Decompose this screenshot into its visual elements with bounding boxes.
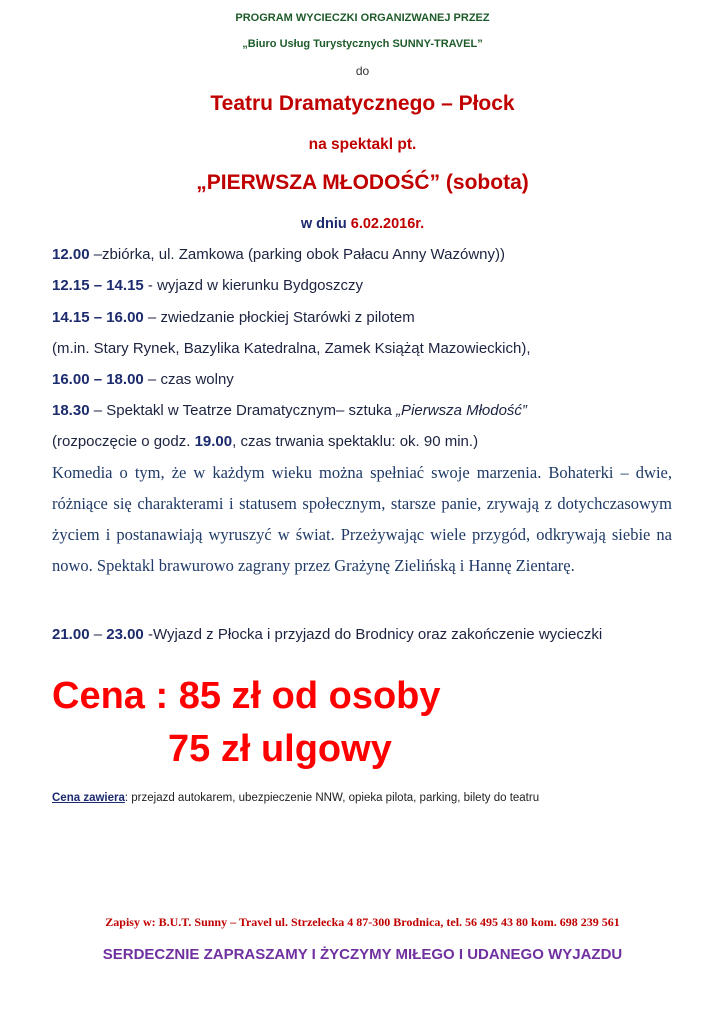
to-label: do [355, 64, 370, 78]
start-time: 19.00 [194, 433, 233, 450]
show-title [0, 171, 725, 195]
schedule-text: –zbiórka, ul. Zamkowa (parking obok Pałacu Anny Wazówny)) [89, 246, 506, 263]
venue-title: Teatru Dramatycznego – Płock [210, 92, 515, 115]
organizer-name: „Biuro Usług Turystycznych SUNNY-TRAVEL” [242, 38, 483, 50]
schedule-row [52, 340, 531, 357]
spectacle-row [52, 402, 527, 419]
return-time-start: 21.00 [52, 626, 90, 643]
return-row [52, 626, 602, 643]
contact-info: Zapisy w: B.U.T. Sunny – Travel ul. Strzelecka 4 87-300 Brodnica, tel. 56 495 43 80 kom. 698 239 561 [105, 915, 620, 929]
spectacle-title: „Pierwsza Młodość” [396, 402, 527, 419]
price-includes-text: : przejazd autokarem, ubezpieczenie NNW, opieka pilota, parking, bilety do teatru [124, 792, 540, 804]
schedule-text: – czas wolny [143, 371, 234, 388]
schedule-row [52, 277, 363, 294]
program-heading: PROGRAM WYCIECZKI ORGANIZWANEJ PRZEZ [235, 12, 490, 24]
spectacle-start-row [52, 433, 478, 450]
schedule-text: - wyjazd w kierunku Bydgoszczy [143, 277, 364, 294]
spectacle-text: – Spektakl w Teatrze Dramatycznym– sztuka [89, 402, 397, 419]
schedule-row [52, 371, 234, 388]
schedule-text: – zwiedzanie płockiej Starówki z pilotem [143, 309, 415, 326]
schedule-row [52, 309, 415, 326]
show-intro: na spektakl pt. [308, 136, 417, 153]
return-dash: – [89, 626, 107, 643]
closing-invitation: SERDECZNIE ZAPRASZAMY I ŻYCZYMY MIŁEGO I UDANEGO WYJAZDU [102, 946, 623, 963]
price-includes [52, 792, 539, 804]
schedule-time: 14.15 – 16.00 [52, 309, 144, 326]
price-regular: Cena : 85 zł od osoby [52, 675, 441, 717]
start-suffix: , czas trwania spektaklu: ok. 90 min.) [232, 433, 479, 450]
price-includes-label: Cena zawiera [52, 792, 125, 804]
price-reduced: 75 zł ulgowy [168, 728, 392, 770]
date-value: 6.02.2016r. [350, 216, 425, 232]
schedule-row [52, 246, 505, 263]
show-description: Komedia o tym, że w każdym wieku można spełniać swoje marzenia. Bohaterki – dwie, różniące się charakterami i statusem społecznym, starsze panie, zrywają z dotychczasowym życiem i postanawiają wyruszyć w świat. Przeżywając wiele przygód, odkrywają siebie na nowo. Spektakl brawurowo zagrany przez Grażynę Zielińską i Hannę Zientarę. [52, 463, 672, 575]
schedule-time: 12.15 – 14.15 [52, 277, 144, 294]
spectacle-time: 18.30 [52, 402, 90, 419]
show-title-name: „PIERWSZA MŁODOŚĆ” [196, 171, 441, 194]
show-date [0, 216, 725, 232]
schedule-text: (m.in. Stary Rynek, Bazylika Katedralna, Zamek Książąt Mazowieckich), [52, 340, 531, 357]
schedule-time: 12.00 [52, 246, 90, 263]
start-prefix: (rozpoczęcie o godz. [52, 433, 195, 450]
schedule-time: 16.00 – 18.00 [52, 371, 144, 388]
return-text: -Wyjazd z Płocka i przyjazd do Brodnicy oraz zakończenie wycieczki [143, 626, 603, 643]
show-day: (sobota) [440, 171, 529, 194]
date-prefix: w dniu [300, 216, 351, 232]
return-time-end: 23.00 [106, 626, 144, 643]
